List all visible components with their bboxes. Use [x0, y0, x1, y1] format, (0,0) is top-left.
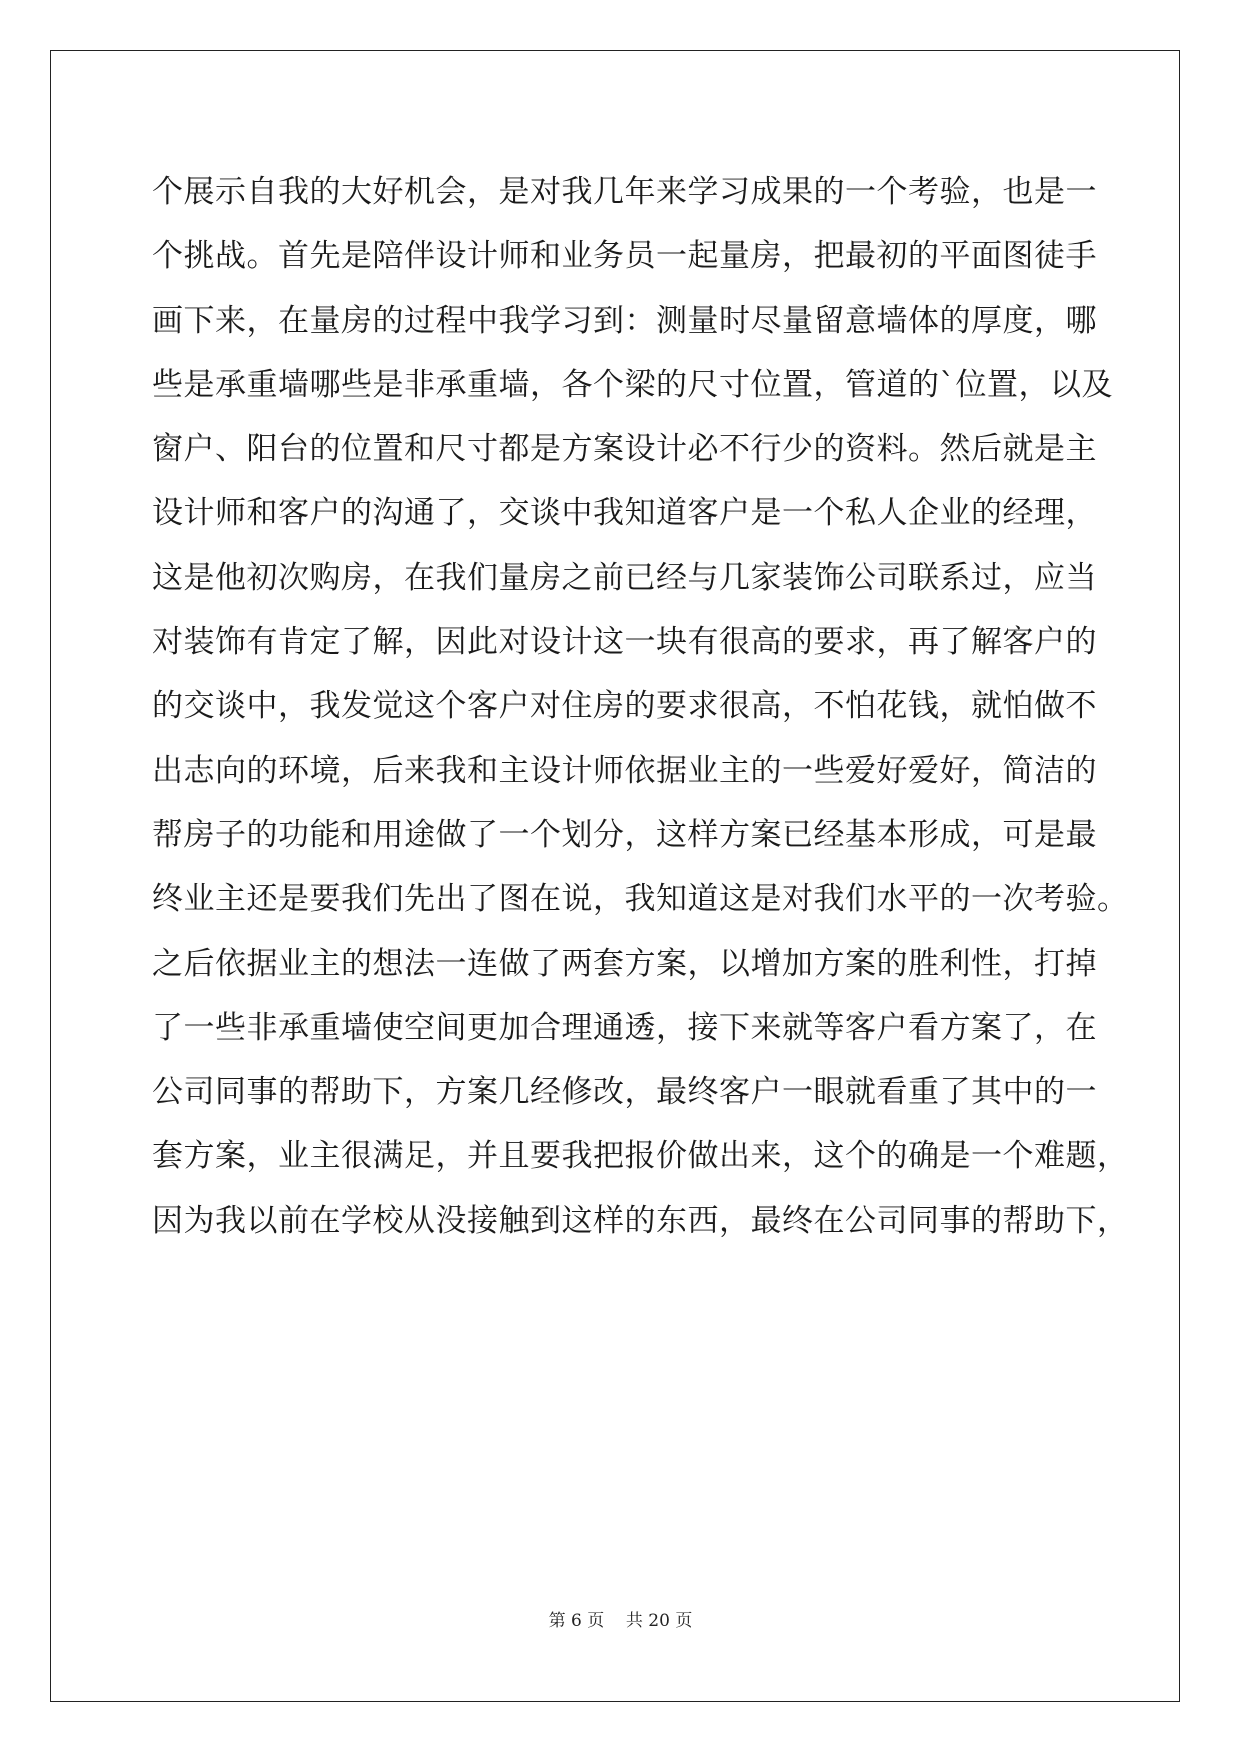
text-line: 公司同事的帮助下，方案几经修改，最终客户一眼就看重了其中的一: [152, 1074, 1097, 1111]
text-line: 因为我以前在学校从没接触到这样的东西，最终在公司同事的帮助下，: [152, 1202, 1129, 1239]
text-line: 了一些非承重墙使空间更加合理通透，接下来就等客户看方案了，在: [152, 1009, 1097, 1046]
text-line: 的交谈中，我发觉这个客户对住房的要求很高，不怕花钱，就怕做不: [152, 688, 1097, 725]
text-line: 这是他初次购房，在我们量房之前已经与几家装饰公司联系过，应当: [152, 559, 1097, 596]
text-line: 窗户、阳台的位置和尺寸都是方案设计必不行少的资料。然后就是主: [152, 431, 1097, 468]
text-line: 终业主还是要我们先出了图在说，我知道这是对我们水平的一次考验。: [152, 881, 1129, 918]
text-line: 画下来，在量房的过程中我学习到：测量时尽量留意墙体的厚度，哪: [152, 302, 1097, 339]
text-line: 个展示自我的大好机会，是对我几年来学习成果的一个考验，也是一: [152, 174, 1097, 210]
text-line: 之后依据业主的想法一连做了两套方案，以增加方案的胜利性，打掉: [152, 945, 1097, 982]
text-line: 帮房子的功能和用途做了一个划分，这样方案已经基本形成，可是最: [152, 816, 1097, 853]
text-line: 出志向的环境，后来我和主设计师依据业主的一些爱好爱好，简洁的: [152, 752, 1097, 789]
text-line: 套方案，业主很满足，并且要我把报价做出来，这个的确是一个难题，: [152, 1138, 1129, 1175]
page-footer: [0, 1606, 1241, 1631]
document-body: [152, 160, 1129, 1253]
text-line: 设计师和客户的沟通了，交谈中我知道客户是一个私人企业的经理，: [152, 495, 1097, 532]
page-number: 第 6 页 共 20 页: [548, 1611, 693, 1631]
text-line: 对装饰有肯定了解，因此对设计这一块有很高的要求，再了解客户的: [152, 624, 1097, 661]
text-line: 些是承重墙哪些是非承重墙，各个梁的尺寸位置，管道的`位置，以及: [152, 366, 1113, 403]
text-line: 个挑战。首先是陪伴设计师和业务员一起量房，把最初的平面图徒手: [152, 238, 1097, 275]
